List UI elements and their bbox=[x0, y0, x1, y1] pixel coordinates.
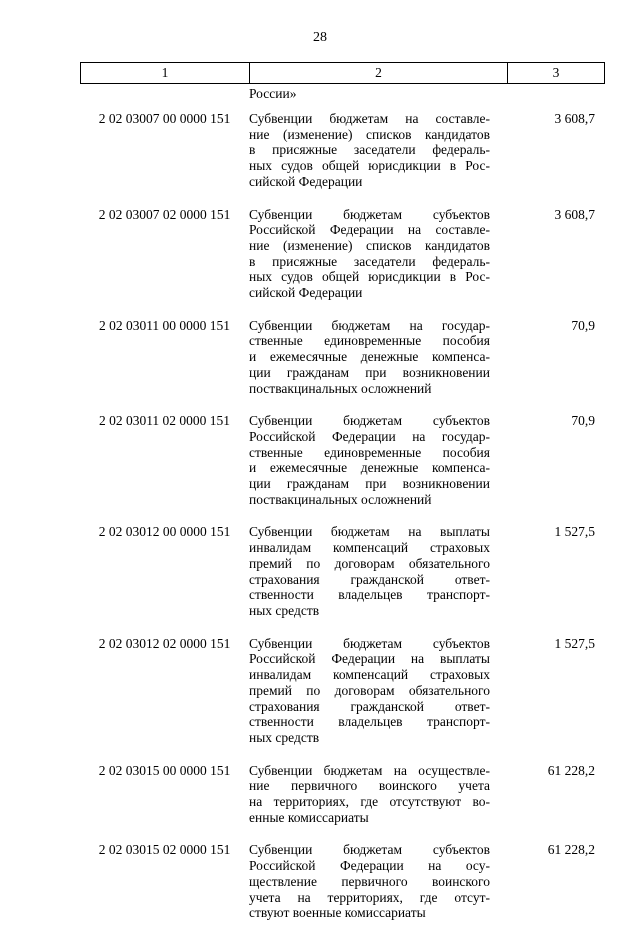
row-name-line: и ежемесячные денежные компенса- bbox=[249, 349, 490, 365]
row-name bbox=[249, 413, 490, 507]
row-name bbox=[249, 318, 490, 397]
row-name-line: ние первичного воинского учета bbox=[249, 778, 490, 794]
row-name-line: ственные единовременные пособия bbox=[249, 333, 490, 349]
page-number: 28 bbox=[313, 30, 327, 45]
row-name-line: Субвенции бюджетам субъектов bbox=[249, 842, 490, 858]
row-name-line: инвалидам компенсаций страховых bbox=[249, 667, 490, 683]
row-name-line: Субвенции бюджетам субъектов bbox=[249, 206, 490, 222]
table-row bbox=[80, 318, 601, 397]
table-row bbox=[80, 111, 601, 190]
row-name-line: Российской Федерации на составле- bbox=[249, 222, 490, 238]
row-name-line: ных судов общей юрисдикции в Рос- bbox=[249, 269, 490, 285]
row-amount: 61 228,2 bbox=[547, 762, 595, 778]
table-row bbox=[80, 413, 601, 507]
row-name-line: поствакцинальных осложнений bbox=[249, 380, 432, 396]
row-amount: 1 527,5 bbox=[554, 635, 595, 651]
row-name-line: ние (изменение) списков кандидатов bbox=[249, 126, 490, 142]
row-name-line: ственные единовременные пособия bbox=[249, 444, 490, 460]
row-amount: 70,9 bbox=[571, 413, 595, 429]
row-code: 2 02 03011 02 0000 151 bbox=[98, 413, 231, 429]
row-name-line: страхования гражданской ответ- bbox=[249, 571, 490, 587]
row-name-line: ствуют военные комиссариаты bbox=[249, 905, 426, 921]
row-amount: 3 608,7 bbox=[554, 111, 595, 126]
table-row bbox=[80, 763, 601, 826]
row-name-line: Субвенции бюджетам субъектов bbox=[249, 413, 490, 429]
row-name-line: ществление первичного воинского bbox=[249, 873, 490, 889]
row-name-line: ных судов общей юрисдикции в Рос- bbox=[249, 158, 490, 174]
row-name-line: Субвенции бюджетам на составле- bbox=[249, 111, 490, 126]
row-name bbox=[249, 636, 490, 746]
row-name-line: Субвенции бюджетам субъектов bbox=[249, 635, 490, 651]
budget-rows bbox=[80, 111, 601, 938]
row-name-line: ственности владельцев транспорт- bbox=[249, 714, 490, 730]
row-name-line: ственности владельцев транспорт- bbox=[249, 587, 490, 603]
row-code: 2 02 03011 00 0000 151 bbox=[98, 317, 231, 333]
row-code: 2 02 03015 02 0000 151 bbox=[98, 842, 231, 858]
row-amount: 3 608,7 bbox=[554, 206, 595, 222]
row-name-line: ции гражданам при возникновении bbox=[249, 476, 490, 492]
row-amount: 70,9 bbox=[571, 317, 595, 333]
column-header-amount: 3 bbox=[508, 63, 605, 84]
column-header-code: 1 bbox=[81, 63, 250, 84]
row-name-line: сийской Федерации bbox=[249, 285, 363, 301]
row-name-line: в присяжные заседатели федераль- bbox=[249, 253, 490, 269]
row-name-line: в присяжные заседатели федераль- bbox=[249, 142, 490, 158]
row-name-line: ных средств bbox=[249, 602, 320, 618]
row-name-line: поствакцинальных осложнений bbox=[249, 491, 432, 507]
table-row bbox=[80, 636, 601, 746]
table-row bbox=[80, 207, 601, 301]
row-name bbox=[249, 842, 490, 921]
row-code: 2 02 03007 02 0000 151 bbox=[98, 206, 231, 222]
row-name-line: страхования гражданской ответ- bbox=[249, 698, 490, 714]
row-name-line: Субвенции бюджетам на государ- bbox=[249, 317, 490, 333]
row-amount: 1 527,5 bbox=[554, 524, 595, 540]
row-name-line: учета на территориях, где отсут- bbox=[249, 889, 490, 905]
table-row bbox=[80, 842, 601, 921]
row-name bbox=[249, 111, 490, 190]
row-name-line: Российской Федерации на осу- bbox=[249, 858, 490, 874]
row-code: 2 02 03007 00 0000 151 bbox=[98, 111, 231, 126]
column-header-name: 2 bbox=[250, 63, 508, 84]
row-name-line: инвалидам компенсаций страховых bbox=[249, 540, 490, 556]
row-name bbox=[249, 207, 490, 301]
row-name bbox=[249, 763, 490, 826]
row-name-line: енные комиссариаты bbox=[249, 809, 369, 825]
row-name-line: ции гражданам при возникновении bbox=[249, 364, 490, 380]
row-name-line: на территориях, где отсутствуют во- bbox=[249, 794, 490, 810]
table-row bbox=[80, 524, 601, 618]
row-name-line: премий по договорам обязательного bbox=[249, 555, 490, 571]
row-amount: 61 228,2 bbox=[547, 842, 595, 858]
row-name bbox=[249, 524, 490, 618]
row-code: 2 02 03015 00 0000 151 bbox=[98, 762, 231, 778]
row-name-line: сийской Федерации bbox=[249, 173, 363, 189]
table-header bbox=[80, 62, 605, 84]
row-name-line: Российской Федерации на выплаты bbox=[249, 651, 490, 667]
row-code: 2 02 03012 02 0000 151 bbox=[98, 635, 231, 651]
row-name-line: и ежемесячные денежные компенса- bbox=[249, 460, 490, 476]
row-name-line: Российской Федерации на государ- bbox=[249, 428, 490, 444]
row-name-line: ных средств bbox=[249, 729, 320, 745]
row-name-line: ние (изменение) списков кандидатов bbox=[249, 237, 490, 253]
row-code: 2 02 03012 00 0000 151 bbox=[98, 524, 231, 540]
row-name-line: Субвенции бюджетам на осуществле- bbox=[249, 762, 490, 778]
row-name-line: премий по договорам обязательного bbox=[249, 682, 490, 698]
row-name-line: Субвенции бюджетам на выплаты bbox=[249, 524, 490, 540]
carry-over-text: России» bbox=[249, 86, 297, 101]
